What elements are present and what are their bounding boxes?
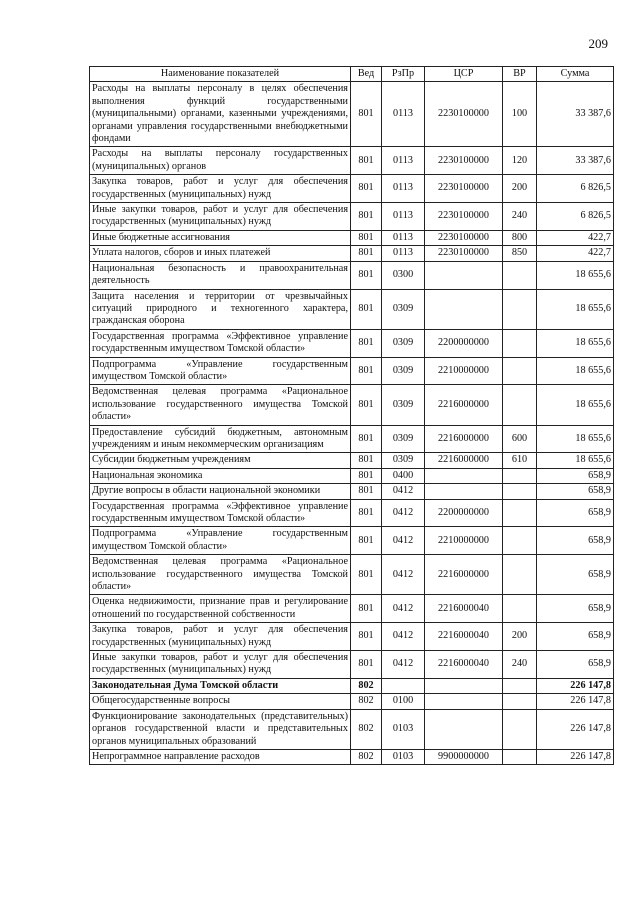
cell-rzpr: 0412 [382, 623, 425, 651]
cell-name: Национальная экономика [90, 468, 351, 483]
table-row [90, 623, 614, 651]
cell-rzpr: 0412 [382, 651, 425, 679]
cell-rzpr: 0309 [382, 289, 425, 329]
cell-ved: 801 [351, 329, 382, 357]
table-row [90, 709, 614, 749]
cell-rzpr: 0113 [382, 203, 425, 231]
table-row [90, 749, 614, 764]
cell-sum: 18 655,6 [537, 357, 614, 385]
cell-sum: 658,9 [537, 555, 614, 595]
cell-rzpr: 0100 [382, 694, 425, 709]
cell-name: Иные бюджетные ассигнования [90, 230, 351, 245]
cell-name: Закупка товаров, работ и услуг для обеспечения государственных (муниципальных) нужд [90, 175, 351, 203]
cell-ved: 801 [351, 82, 382, 147]
cell-ved: 802 [351, 694, 382, 709]
cell-sum: 226 147,8 [537, 694, 614, 709]
cell-ved: 802 [351, 709, 382, 749]
cell-sum: 658,9 [537, 651, 614, 679]
cell-ved: 801 [351, 261, 382, 289]
cell-vr: 200 [503, 175, 537, 203]
cell-vr [503, 678, 537, 693]
cell-ved: 801 [351, 651, 382, 679]
table-row [90, 357, 614, 385]
cell-rzpr: 0412 [382, 555, 425, 595]
cell-csr [425, 678, 503, 693]
cell-sum: 658,9 [537, 623, 614, 651]
cell-csr [425, 484, 503, 499]
cell-name: Государственная программа «Эффективное управление государственным имуществом Томской области» [90, 329, 351, 357]
cell-name: Расходы на выплаты персоналу государственных (муниципальных) органов [90, 147, 351, 175]
cell-rzpr: 0412 [382, 595, 425, 623]
budget-table [89, 66, 614, 765]
cell-ved: 801 [351, 484, 382, 499]
cell-rzpr: 0113 [382, 230, 425, 245]
header-row [90, 67, 614, 82]
cell-csr: 2200000000 [425, 499, 503, 527]
cell-name: Субсидии бюджетным учреждениям [90, 453, 351, 468]
cell-vr: 610 [503, 453, 537, 468]
table-header [90, 67, 614, 82]
cell-name: Подпрограмма «Управление государственным имуществом Томской области» [90, 527, 351, 555]
cell-vr [503, 499, 537, 527]
cell-sum: 658,9 [537, 595, 614, 623]
cell-csr [425, 261, 503, 289]
cell-vr [503, 749, 537, 764]
cell-sum: 18 655,6 [537, 289, 614, 329]
cell-csr: 2216000000 [425, 555, 503, 595]
cell-csr [425, 709, 503, 749]
cell-rzpr: 0412 [382, 527, 425, 555]
cell-csr: 2200000000 [425, 329, 503, 357]
cell-csr: 2230100000 [425, 246, 503, 261]
cell-rzpr [382, 678, 425, 693]
cell-name: Защита населения и территории от чрезвычайных ситуаций природного и техногенного характера, гражданская оборона [90, 289, 351, 329]
cell-rzpr: 0113 [382, 246, 425, 261]
cell-csr: 2216000040 [425, 651, 503, 679]
cell-vr [503, 595, 537, 623]
cell-csr: 2216000000 [425, 385, 503, 425]
cell-vr: 800 [503, 230, 537, 245]
cell-vr [503, 709, 537, 749]
table-row [90, 595, 614, 623]
cell-sum: 6 826,5 [537, 203, 614, 231]
cell-vr [503, 329, 537, 357]
cell-ved: 801 [351, 595, 382, 623]
header-sum: Сумма [537, 67, 614, 82]
cell-name: Предоставление субсидий бюджетным, автономным учреждениям и иным некоммерческим организациям [90, 425, 351, 453]
cell-name: Иные закупки товаров, работ и услуг для обеспечения государственных (муниципальных) нужд [90, 203, 351, 231]
header-ved: Вед [351, 67, 382, 82]
cell-name: Ведомственная целевая программа «Рациональное использование государственного имущества Томской области» [90, 385, 351, 425]
cell-rzpr: 0309 [382, 425, 425, 453]
cell-rzpr: 0400 [382, 468, 425, 483]
table-row [90, 453, 614, 468]
cell-name: Расходы на выплаты персоналу в целях обеспечения выполнения функций государственными (муниципальными) органами, казенными учреждениями, органами управления государственными внебюджетными фондами [90, 82, 351, 147]
cell-ved: 801 [351, 246, 382, 261]
table-row [90, 425, 614, 453]
cell-sum: 18 655,6 [537, 453, 614, 468]
table-row [90, 147, 614, 175]
cell-csr: 2210000000 [425, 527, 503, 555]
cell-ved: 802 [351, 749, 382, 764]
cell-ved: 801 [351, 203, 382, 231]
cell-name: Оценка недвижимости, признание прав и регулирование отношений по государственной собственности [90, 595, 351, 623]
cell-rzpr: 0300 [382, 261, 425, 289]
cell-name: Государственная программа «Эффективное управление государственным имуществом Томской области» [90, 499, 351, 527]
cell-vr [503, 289, 537, 329]
cell-rzpr: 0412 [382, 484, 425, 499]
cell-ved: 801 [351, 357, 382, 385]
cell-vr [503, 385, 537, 425]
cell-csr [425, 694, 503, 709]
table-row [90, 385, 614, 425]
cell-sum: 18 655,6 [537, 385, 614, 425]
cell-csr [425, 289, 503, 329]
cell-ved: 801 [351, 555, 382, 595]
cell-vr [503, 468, 537, 483]
cell-name: Подпрограмма «Управление государственным имуществом Томской области» [90, 357, 351, 385]
table-row [90, 230, 614, 245]
cell-rzpr: 0113 [382, 147, 425, 175]
cell-vr: 120 [503, 147, 537, 175]
cell-rzpr: 0103 [382, 749, 425, 764]
cell-vr: 200 [503, 623, 537, 651]
cell-ved: 801 [351, 468, 382, 483]
table-row [90, 203, 614, 231]
cell-ved: 801 [351, 289, 382, 329]
cell-csr: 2230100000 [425, 147, 503, 175]
cell-sum: 6 826,5 [537, 175, 614, 203]
cell-vr [503, 357, 537, 385]
cell-sum: 422,7 [537, 246, 614, 261]
cell-ved: 801 [351, 453, 382, 468]
cell-sum: 658,9 [537, 468, 614, 483]
cell-name: Закупка товаров, работ и услуг для обеспечения государственных (муниципальных) нужд [90, 623, 351, 651]
cell-vr [503, 527, 537, 555]
cell-sum: 226 147,8 [537, 709, 614, 749]
table-row [90, 484, 614, 499]
cell-ved: 801 [351, 499, 382, 527]
table-row [90, 694, 614, 709]
cell-vr [503, 694, 537, 709]
cell-vr: 850 [503, 246, 537, 261]
table-row [90, 261, 614, 289]
table-row [90, 468, 614, 483]
cell-csr: 2216000000 [425, 453, 503, 468]
cell-ved: 802 [351, 678, 382, 693]
cell-rzpr: 0412 [382, 499, 425, 527]
table-body [90, 82, 614, 765]
cell-rzpr: 0113 [382, 82, 425, 147]
table-row [90, 527, 614, 555]
table-row [90, 499, 614, 527]
cell-name: Другие вопросы в области национальной экономики [90, 484, 351, 499]
cell-csr: 2230100000 [425, 230, 503, 245]
cell-sum: 18 655,6 [537, 425, 614, 453]
cell-ved: 801 [351, 385, 382, 425]
cell-ved: 801 [351, 425, 382, 453]
cell-csr: 2230100000 [425, 175, 503, 203]
header-name: Наименование показателей [90, 67, 351, 82]
cell-sum: 33 387,6 [537, 147, 614, 175]
cell-sum: 18 655,6 [537, 261, 614, 289]
cell-csr: 2216000040 [425, 623, 503, 651]
cell-csr: 2216000000 [425, 425, 503, 453]
cell-vr [503, 484, 537, 499]
cell-sum: 422,7 [537, 230, 614, 245]
cell-sum: 226 147,8 [537, 749, 614, 764]
cell-ved: 801 [351, 147, 382, 175]
table-row [90, 329, 614, 357]
cell-name: Уплата налогов, сборов и иных платежей [90, 246, 351, 261]
page-number: 209 [588, 36, 608, 51]
header-vr: ВР [503, 67, 537, 82]
cell-rzpr: 0309 [382, 453, 425, 468]
cell-csr: 2230100000 [425, 82, 503, 147]
cell-csr: 2210000000 [425, 357, 503, 385]
cell-name: Иные закупки товаров, работ и услуг для обеспечения государственных (муниципальных) нужд [90, 651, 351, 679]
cell-name: Функционирование законодательных (представительных) органов государственной власти и представительных органов муниципальных образований [90, 709, 351, 749]
cell-name: Законодательная Дума Томской области [90, 678, 351, 693]
cell-vr [503, 261, 537, 289]
cell-ved: 801 [351, 527, 382, 555]
cell-rzpr: 0113 [382, 175, 425, 203]
cell-rzpr: 0309 [382, 357, 425, 385]
table-row [90, 82, 614, 147]
header-csr: ЦСР [425, 67, 503, 82]
cell-name: Ведомственная целевая программа «Рациональное использование государственного имущества Томской области» [90, 555, 351, 595]
cell-vr: 100 [503, 82, 537, 147]
cell-sum: 658,9 [537, 527, 614, 555]
cell-rzpr: 0103 [382, 709, 425, 749]
cell-vr: 240 [503, 203, 537, 231]
cell-ved: 801 [351, 230, 382, 245]
cell-sum: 33 387,6 [537, 82, 614, 147]
table-row [90, 555, 614, 595]
cell-name: Непрограммное направление расходов [90, 749, 351, 764]
cell-csr [425, 468, 503, 483]
cell-rzpr: 0309 [382, 329, 425, 357]
table-row [90, 678, 614, 693]
cell-name: Общегосударственные вопросы [90, 694, 351, 709]
table-row [90, 175, 614, 203]
cell-sum: 18 655,6 [537, 329, 614, 357]
cell-name: Национальная безопасность и правоохранительная деятельность [90, 261, 351, 289]
cell-csr: 2230100000 [425, 203, 503, 231]
table-row [90, 651, 614, 679]
table-row [90, 289, 614, 329]
cell-rzpr: 0309 [382, 385, 425, 425]
cell-csr: 9900000000 [425, 749, 503, 764]
cell-sum: 658,9 [537, 484, 614, 499]
cell-csr: 2216000040 [425, 595, 503, 623]
cell-vr: 240 [503, 651, 537, 679]
cell-vr: 600 [503, 425, 537, 453]
cell-sum: 226 147,8 [537, 678, 614, 693]
cell-ved: 801 [351, 175, 382, 203]
cell-vr [503, 555, 537, 595]
cell-ved: 801 [351, 623, 382, 651]
table-row [90, 246, 614, 261]
header-rzpr: РзПр [382, 67, 425, 82]
cell-sum: 658,9 [537, 499, 614, 527]
